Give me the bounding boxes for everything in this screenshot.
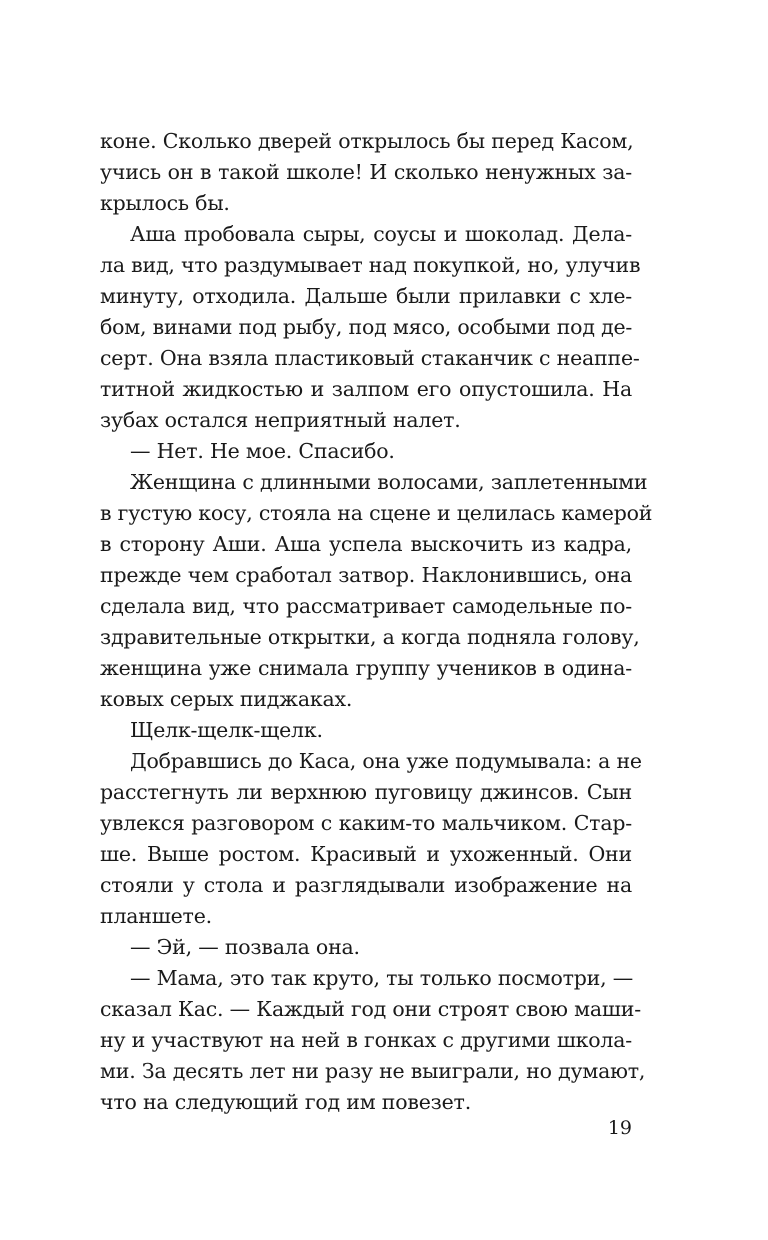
text-line: здравительные открытки, а когда подняла голову, <box>100 625 640 649</box>
text-line: ла вид, что раздумывает над покупкой, но, улучив <box>100 253 641 277</box>
text-line: ше. Выше ростом. Красивый и ухоженный. Они <box>100 842 632 866</box>
text-line: зубах остался неприятный налет. <box>100 408 461 432</box>
text-line: сказал Кас. — Каждый год они строят свою маши- <box>100 997 641 1021</box>
page-number: 19 <box>607 1117 632 1139</box>
text-line: планшете. <box>100 904 212 928</box>
text-line: в сторону Аши. Аша успела выскочить из кадра, <box>100 532 632 556</box>
text-line: расстегнуть ли верхнюю пуговицу джинсов. Сын <box>100 780 632 804</box>
text-line: титной жидкостью и залпом его опустошила. На <box>100 377 632 401</box>
text-line: сделала вид, что рассматривает самодельные по- <box>100 594 632 618</box>
text-line: серт. Она взяла пластиковый стаканчик с неаппе- <box>100 346 640 370</box>
text-line: бом, винами под рыбу, под мясо, особыми под де- <box>100 315 633 339</box>
text-line: минуту, отходила. Дальше были прилавки с хле- <box>100 284 632 308</box>
text-line: женщина уже снимала группу учеников в одина- <box>100 656 632 680</box>
text-line: Женщина с длинными волосами, заплетенными <box>130 470 648 494</box>
text-line: что на следующий год им повезет. <box>100 1090 472 1114</box>
text-line: стояли у стола и разглядывали изображение на <box>100 873 632 897</box>
text-line: в густую косу, стояла на сцене и целилась камерой <box>100 501 653 525</box>
text-line: ми. За десять лет ни разу не выиграли, но думают, <box>100 1059 646 1083</box>
text-line: прежде чем сработал затвор. Наклонившись, она <box>100 563 632 587</box>
text-line: Добравшись до Каса, она уже подумывала: а не <box>130 749 642 773</box>
text-line: Щелк-щелк-щелк. <box>130 718 323 742</box>
body-text <box>100 126 653 1118</box>
text-line: — Нет. Не мое. Спасибо. <box>130 439 395 463</box>
text-line: — Мама, это так круто, ты только посмотри, — <box>130 966 634 990</box>
text-line: — Эй, — позвала она. <box>130 935 360 959</box>
text-line: коне. Сколько дверей открылось бы перед Касом, <box>100 129 634 153</box>
text-line: Аша пробовала сыры, соусы и шоколад. Дела- <box>130 222 632 246</box>
text-line: ковых серых пиджаках. <box>100 687 353 711</box>
text-line: увлекся разговором с каким-то мальчиком. Стар- <box>100 811 632 835</box>
text-line: крылось бы. <box>100 191 230 215</box>
text-line: ну и участвуют на ней в гонках с другими школа- <box>100 1028 632 1052</box>
text-line: учись он в такой школе! И сколько ненужных за- <box>100 160 632 184</box>
